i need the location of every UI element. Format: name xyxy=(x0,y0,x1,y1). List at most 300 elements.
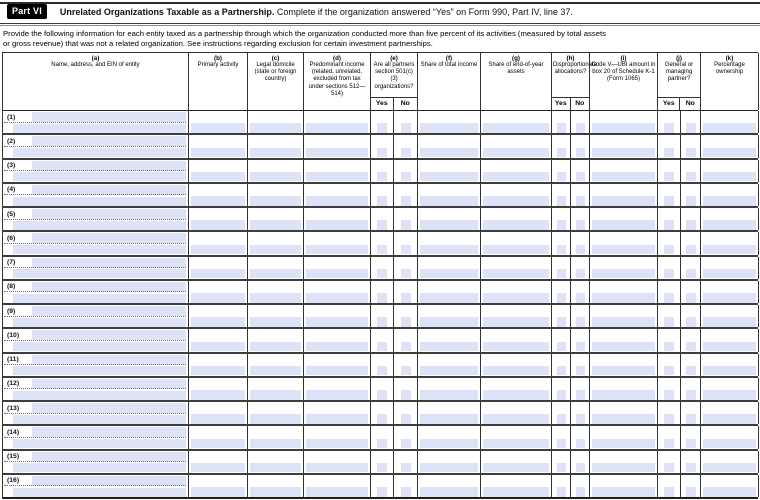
row-3-col-g-input-field[interactable] xyxy=(483,172,549,182)
row-2-col-h-yes-checkbox[interactable] xyxy=(557,148,566,158)
row-8-col-e-no-checkbox[interactable] xyxy=(401,293,411,303)
row-9-col-h-yes-checkbox[interactable] xyxy=(557,317,566,327)
row-13-col-j-no-checkbox[interactable] xyxy=(686,414,696,424)
cell-col-j-no xyxy=(681,354,701,376)
row-1-col-g-input-field[interactable] xyxy=(483,123,549,133)
cell-col-d xyxy=(304,208,371,230)
col-letter-e: (e) xyxy=(390,55,398,62)
row-7-col-k-input-field[interactable] xyxy=(703,269,756,279)
row-16-col-j-no-checkbox[interactable] xyxy=(686,487,696,497)
row-5-col-j-no-checkbox[interactable] xyxy=(686,220,696,230)
row-8-col-f-input-field[interactable] xyxy=(420,293,478,303)
row-3-col-j-yes-checkbox[interactable] xyxy=(664,172,674,182)
row-14-col-g-input-field[interactable] xyxy=(483,439,549,449)
row-5-col-f-input-field[interactable] xyxy=(420,220,478,230)
row-8-col-j-no-checkbox[interactable] xyxy=(686,293,696,303)
row-11-col-b-input-field[interactable] xyxy=(191,366,245,376)
cell-col-d xyxy=(304,402,371,424)
row-11-address-ein-field[interactable] xyxy=(13,366,186,375)
row-7-col-j-no-checkbox[interactable] xyxy=(686,269,696,279)
row-12-col-d-input-field[interactable] xyxy=(306,390,368,400)
cell-col-j-yes xyxy=(658,232,681,254)
row-1-col-j-no-checkbox[interactable] xyxy=(686,123,696,133)
row-2-col-g-input-field[interactable] xyxy=(483,148,549,158)
row-12-col-b-input-field[interactable] xyxy=(191,390,245,400)
dotted-leader xyxy=(4,291,186,292)
row-2-col-j-no-checkbox[interactable] xyxy=(686,148,696,158)
row-1-col-h-yes-checkbox[interactable] xyxy=(557,123,566,133)
row-14-col-j-yes-checkbox[interactable] xyxy=(664,439,674,449)
cell-col-b xyxy=(189,257,248,279)
row-9-col-h-no-checkbox[interactable] xyxy=(576,317,585,327)
row-16-address-ein-field[interactable] xyxy=(13,488,186,497)
cell-col-h-no xyxy=(571,378,590,400)
row-6-col-k-input-field[interactable] xyxy=(703,245,756,255)
row-3-col-e-yes-checkbox[interactable] xyxy=(377,172,387,182)
row-7-col-g-input-field[interactable] xyxy=(483,269,549,279)
row-8-name-field[interactable] xyxy=(32,282,186,292)
row-13-name-field[interactable] xyxy=(32,403,186,413)
row-5-col-k-input-field[interactable] xyxy=(703,220,756,230)
row-3-col-b-input-field[interactable] xyxy=(191,172,245,182)
row-7-name-field[interactable] xyxy=(32,258,186,268)
row-15-col-e-yes-checkbox[interactable] xyxy=(377,463,387,473)
row-3-col-k-input-field[interactable] xyxy=(703,172,756,182)
row-3-col-i-input-field[interactable] xyxy=(592,172,655,182)
row-3-col-j-no-checkbox[interactable] xyxy=(686,172,696,182)
cell-col-j-yes xyxy=(658,208,681,230)
row-1-col-c-input-field[interactable] xyxy=(250,123,301,133)
row-15-col-f-input-field[interactable] xyxy=(420,463,478,473)
row-10-address-ein-field[interactable] xyxy=(13,342,186,351)
row-13-col-f-input-field[interactable] xyxy=(420,414,478,424)
row-16-col-c-input-field[interactable] xyxy=(250,487,301,497)
row-14-col-k-input-field[interactable] xyxy=(703,439,756,449)
row-14-col-h-no-checkbox[interactable] xyxy=(576,439,585,449)
row-6-col-f-input-field[interactable] xyxy=(420,245,478,255)
row-6-name-field[interactable] xyxy=(32,233,186,243)
row-13-col-c-input-field[interactable] xyxy=(250,414,301,424)
row-5-name-field[interactable] xyxy=(32,209,186,219)
row-6-col-g-input-field[interactable] xyxy=(483,245,549,255)
row-5-col-e-yes-checkbox[interactable] xyxy=(377,220,387,230)
row-11-col-j-no-checkbox[interactable] xyxy=(686,366,696,376)
row-15-col-j-yes-checkbox[interactable] xyxy=(664,463,674,473)
row-16-col-f-input-field[interactable] xyxy=(420,487,478,497)
row-4-col-h-no-checkbox[interactable] xyxy=(576,196,585,206)
row-8-col-j-yes-checkbox[interactable] xyxy=(664,293,674,303)
row-11-col-g-input-field[interactable] xyxy=(483,366,549,376)
row-1-col-b-input-field[interactable] xyxy=(191,123,245,133)
row-8-address-ein-field[interactable] xyxy=(13,294,186,303)
row-2-col-d-input-field[interactable] xyxy=(306,148,368,158)
col-header-e xyxy=(371,53,418,110)
row-14-name-field[interactable] xyxy=(32,427,186,437)
row-4-address-ein-field[interactable] xyxy=(13,197,186,206)
cell-col-d xyxy=(304,135,371,157)
row-13-col-g-input-field[interactable] xyxy=(483,414,549,424)
row-12-col-h-yes-checkbox[interactable] xyxy=(557,390,566,400)
cell-col-j-yes xyxy=(658,281,681,303)
row-5-col-e-no-checkbox[interactable] xyxy=(401,220,411,230)
cell-col-j-no xyxy=(681,257,701,279)
row-10-col-k-input-field[interactable] xyxy=(703,342,756,352)
row-9-col-b-input-field[interactable] xyxy=(191,317,245,327)
row-13-col-b-input-field[interactable] xyxy=(191,414,245,424)
dotted-leader xyxy=(4,364,186,365)
row-14-col-h-yes-checkbox[interactable] xyxy=(557,439,566,449)
row-2-col-e-no-checkbox[interactable] xyxy=(401,148,411,158)
row-4-col-j-yes-checkbox[interactable] xyxy=(664,196,674,206)
row-10-col-h-yes-checkbox[interactable] xyxy=(557,342,566,352)
row-9-col-c-input-field[interactable] xyxy=(250,317,301,327)
cell-col-a xyxy=(3,378,189,400)
cell-col-e-yes xyxy=(371,378,394,400)
dotted-leader xyxy=(4,485,186,486)
row-12-col-j-yes-checkbox[interactable] xyxy=(664,390,674,400)
row-11-col-h-yes-checkbox[interactable] xyxy=(557,366,566,376)
row-2-col-k-input-field[interactable] xyxy=(703,148,756,158)
cell-col-i xyxy=(590,208,658,230)
row-3-col-h-yes-checkbox[interactable] xyxy=(557,172,566,182)
row-4-name-field[interactable] xyxy=(32,185,186,195)
row-16-col-h-no-checkbox[interactable] xyxy=(576,487,585,497)
row-1-col-i-input-field[interactable] xyxy=(592,123,655,133)
row-12-col-e-yes-checkbox[interactable] xyxy=(377,390,387,400)
cell-col-a xyxy=(3,281,189,303)
row-6-col-e-yes-checkbox[interactable] xyxy=(377,245,387,255)
row-15-col-e-no-checkbox[interactable] xyxy=(401,463,411,473)
row-16-col-k-input-field[interactable] xyxy=(703,487,756,497)
row-11-col-i-input-field[interactable] xyxy=(592,366,655,376)
row-4-col-d-input-field[interactable] xyxy=(306,196,368,206)
row-8-col-k-input-field[interactable] xyxy=(703,293,756,303)
row-1-col-e-yes-checkbox[interactable] xyxy=(377,123,387,133)
cell-col-i xyxy=(590,111,658,133)
row-6-col-j-yes-checkbox[interactable] xyxy=(664,245,674,255)
row-5-col-h-no-checkbox[interactable] xyxy=(576,220,585,230)
row-12-col-e-no-checkbox[interactable] xyxy=(401,390,411,400)
row-2-col-e-yes-checkbox[interactable] xyxy=(377,148,387,158)
row-5-col-g-input-field[interactable] xyxy=(483,220,549,230)
row-7-address-ein-field[interactable] xyxy=(13,269,186,278)
row-8-col-d-input-field[interactable] xyxy=(306,293,368,303)
row-5-col-i-input-field[interactable] xyxy=(592,220,655,230)
cell-col-a xyxy=(3,232,189,254)
row-2-col-f-input-field[interactable] xyxy=(420,148,478,158)
row-12-col-g-input-field[interactable] xyxy=(483,390,549,400)
cell-col-h-yes xyxy=(552,329,571,351)
row-2-col-i-input-field[interactable] xyxy=(592,148,655,158)
row-4-col-k-input-field[interactable] xyxy=(703,196,756,206)
cell-col-g xyxy=(481,232,552,254)
cell-col-a xyxy=(3,208,189,230)
cell-col-k xyxy=(701,426,759,448)
row-2-col-c-input-field[interactable] xyxy=(250,148,301,158)
row-7-col-f-input-field[interactable] xyxy=(420,269,478,279)
cell-col-f xyxy=(418,402,481,424)
row-12-col-j-no-checkbox[interactable] xyxy=(686,390,696,400)
row-11-col-k-input-field[interactable] xyxy=(703,366,756,376)
row-5-col-b-input-field[interactable] xyxy=(191,220,245,230)
row-16-col-h-yes-checkbox[interactable] xyxy=(557,487,566,497)
cell-col-g xyxy=(481,135,552,157)
row-6-col-e-no-checkbox[interactable] xyxy=(401,245,411,255)
row-1-address-ein-field[interactable] xyxy=(13,124,186,133)
row-11-col-h-no-checkbox[interactable] xyxy=(576,366,585,376)
row-3-col-h-no-checkbox[interactable] xyxy=(576,172,585,182)
cell-col-h-yes xyxy=(552,451,571,473)
cell-col-c xyxy=(248,111,304,133)
dotted-leader xyxy=(4,146,186,147)
row-11-col-f-input-field[interactable] xyxy=(420,366,478,376)
row-7-col-j-yes-checkbox[interactable] xyxy=(664,269,674,279)
row-14-col-e-no-checkbox[interactable] xyxy=(401,439,411,449)
col-j-yes-no-subheader xyxy=(658,97,700,110)
row-2-col-b-input-field[interactable] xyxy=(191,148,245,158)
col-letter-k: (k) xyxy=(725,55,734,62)
row-6-address-ein-field[interactable] xyxy=(13,245,186,254)
row-10-col-e-yes-checkbox[interactable] xyxy=(377,342,387,352)
row-12-col-i-input-field[interactable] xyxy=(592,390,655,400)
row-8-col-i-input-field[interactable] xyxy=(592,293,655,303)
row-10-col-f-input-field[interactable] xyxy=(420,342,478,352)
row-8-col-g-input-field[interactable] xyxy=(483,293,549,303)
row-9-col-e-no-checkbox[interactable] xyxy=(401,317,411,327)
row-13-col-e-no-checkbox[interactable] xyxy=(401,414,411,424)
table-row xyxy=(3,329,758,353)
row-10-name-field[interactable] xyxy=(32,330,186,340)
cell-col-e-no xyxy=(394,354,418,376)
row-1-col-e-no-checkbox[interactable] xyxy=(401,123,411,133)
row-8-col-e-yes-checkbox[interactable] xyxy=(377,293,387,303)
row-10-col-c-input-field[interactable] xyxy=(250,342,301,352)
row-6-col-h-no-checkbox[interactable] xyxy=(576,245,585,255)
cell-col-f xyxy=(418,111,481,133)
row-16-col-e-yes-checkbox[interactable] xyxy=(377,487,387,497)
row-9-col-f-input-field[interactable] xyxy=(420,317,478,327)
row-10-col-j-no-checkbox[interactable] xyxy=(686,342,696,352)
row-6-col-j-no-checkbox[interactable] xyxy=(686,245,696,255)
row-14-address-ein-field[interactable] xyxy=(13,439,186,448)
cell-col-f xyxy=(418,257,481,279)
row-13-col-k-input-field[interactable] xyxy=(703,414,756,424)
dotted-leader xyxy=(4,267,186,268)
cell-col-k xyxy=(701,184,759,206)
row-16-col-g-input-field[interactable] xyxy=(483,487,549,497)
row-7-col-b-input-field[interactable] xyxy=(191,269,245,279)
row-14-col-b-input-field[interactable] xyxy=(191,439,245,449)
row-11-col-d-input-field[interactable] xyxy=(306,366,368,376)
row-16-name-field[interactable] xyxy=(32,476,186,486)
row-5-col-c-input-field[interactable] xyxy=(250,220,301,230)
row-8-col-b-input-field[interactable] xyxy=(191,293,245,303)
row-6-col-h-yes-checkbox[interactable] xyxy=(557,245,566,255)
row-6-col-d-input-field[interactable] xyxy=(306,245,368,255)
row-2-col-h-no-checkbox[interactable] xyxy=(576,148,585,158)
row-11-col-j-yes-checkbox[interactable] xyxy=(664,366,674,376)
col-label-f: Share of total income xyxy=(420,62,478,69)
row-4-col-b-input-field[interactable] xyxy=(191,196,245,206)
row-number-label: (13) xyxy=(7,404,20,412)
row-9-address-ein-field[interactable] xyxy=(13,318,186,327)
row-16-col-b-input-field[interactable] xyxy=(191,487,245,497)
row-15-col-b-input-field[interactable] xyxy=(191,463,245,473)
cell-col-j-no xyxy=(681,305,701,327)
row-9-col-i-input-field[interactable] xyxy=(592,317,655,327)
row-4-col-f-input-field[interactable] xyxy=(420,196,478,206)
row-2-address-ein-field[interactable] xyxy=(13,148,186,157)
row-10-col-d-input-field[interactable] xyxy=(306,342,368,352)
row-4-col-g-input-field[interactable] xyxy=(483,196,549,206)
row-13-col-e-yes-checkbox[interactable] xyxy=(377,414,387,424)
row-7-col-d-input-field[interactable] xyxy=(306,269,368,279)
row-7-col-e-no-checkbox[interactable] xyxy=(401,269,411,279)
row-1-col-f-input-field[interactable] xyxy=(420,123,478,133)
row-13-col-h-yes-checkbox[interactable] xyxy=(557,414,566,424)
row-10-col-b-input-field[interactable] xyxy=(191,342,245,352)
row-8-col-h-yes-checkbox[interactable] xyxy=(557,293,566,303)
row-15-address-ein-field[interactable] xyxy=(13,463,186,472)
row-7-col-i-input-field[interactable] xyxy=(592,269,655,279)
row-11-col-e-no-checkbox[interactable] xyxy=(401,366,411,376)
row-1-col-d-input-field[interactable] xyxy=(306,123,368,133)
row-14-col-i-input-field[interactable] xyxy=(592,439,655,449)
row-10-col-h-no-checkbox[interactable] xyxy=(576,342,585,352)
row-4-col-h-yes-checkbox[interactable] xyxy=(557,196,566,206)
row-11-col-e-yes-checkbox[interactable] xyxy=(377,366,387,376)
row-3-col-d-input-field[interactable] xyxy=(306,172,368,182)
row-11-col-c-input-field[interactable] xyxy=(250,366,301,376)
row-13-col-d-input-field[interactable] xyxy=(306,414,368,424)
cell-col-j-yes xyxy=(658,160,681,182)
row-10-col-i-input-field[interactable] xyxy=(592,342,655,352)
row-7-col-e-yes-checkbox[interactable] xyxy=(377,269,387,279)
row-14-col-j-no-checkbox[interactable] xyxy=(686,439,696,449)
row-2-col-j-yes-checkbox[interactable] xyxy=(664,148,674,158)
row-9-col-j-yes-checkbox[interactable] xyxy=(664,317,674,327)
row-11-name-field[interactable] xyxy=(32,355,186,365)
row-10-col-j-yes-checkbox[interactable] xyxy=(664,342,674,352)
row-15-col-h-yes-checkbox[interactable] xyxy=(557,463,566,473)
row-5-col-j-yes-checkbox[interactable] xyxy=(664,220,674,230)
row-1-col-k-input-field[interactable] xyxy=(703,123,756,133)
row-15-col-h-no-checkbox[interactable] xyxy=(576,463,585,473)
row-9-col-d-input-field[interactable] xyxy=(306,317,368,327)
row-8-col-h-no-checkbox[interactable] xyxy=(576,293,585,303)
row-10-col-e-no-checkbox[interactable] xyxy=(401,342,411,352)
row-13-col-h-no-checkbox[interactable] xyxy=(576,414,585,424)
dotted-leader xyxy=(4,194,186,195)
cell-col-c xyxy=(248,160,304,182)
row-14-col-c-input-field[interactable] xyxy=(250,439,301,449)
row-3-col-e-no-checkbox[interactable] xyxy=(401,172,411,182)
row-2-name-field[interactable] xyxy=(32,136,186,146)
row-16-col-i-input-field[interactable] xyxy=(592,487,655,497)
row-4-col-e-no-checkbox[interactable] xyxy=(401,196,411,206)
row-13-col-i-input-field[interactable] xyxy=(592,414,655,424)
cell-col-d xyxy=(304,184,371,206)
cell-col-k xyxy=(701,354,759,376)
cell-col-d xyxy=(304,378,371,400)
table-row xyxy=(3,426,758,450)
cell-col-h-no xyxy=(571,135,590,157)
row-15-col-k-input-field[interactable] xyxy=(703,463,756,473)
row-10-col-g-input-field[interactable] xyxy=(483,342,549,352)
row-12-col-f-input-field[interactable] xyxy=(420,390,478,400)
row-3-col-f-input-field[interactable] xyxy=(420,172,478,182)
cell-col-h-yes xyxy=(552,184,571,206)
row-14-col-e-yes-checkbox[interactable] xyxy=(377,439,387,449)
cell-col-j-no xyxy=(681,160,701,182)
row-9-col-k-input-field[interactable] xyxy=(703,317,756,327)
row-12-col-k-input-field[interactable] xyxy=(703,390,756,400)
cell-col-e-yes xyxy=(371,305,394,327)
row-16-col-e-no-checkbox[interactable] xyxy=(401,487,411,497)
row-5-col-h-yes-checkbox[interactable] xyxy=(557,220,566,230)
row-15-col-d-input-field[interactable] xyxy=(306,463,368,473)
row-7-col-c-input-field[interactable] xyxy=(250,269,301,279)
cell-col-e-no xyxy=(394,451,418,473)
row-1-col-h-no-checkbox[interactable] xyxy=(576,123,585,133)
row-12-col-c-input-field[interactable] xyxy=(250,390,301,400)
row-3-col-c-input-field[interactable] xyxy=(250,172,301,182)
row-6-col-c-input-field[interactable] xyxy=(250,245,301,255)
row-8-col-c-input-field[interactable] xyxy=(250,293,301,303)
row-1-col-j-yes-checkbox[interactable] xyxy=(664,123,674,133)
row-6-col-i-input-field[interactable] xyxy=(592,245,655,255)
row-15-name-field[interactable] xyxy=(32,452,186,462)
row-14-col-f-input-field[interactable] xyxy=(420,439,478,449)
row-13-address-ein-field[interactable] xyxy=(13,415,186,424)
row-9-col-g-input-field[interactable] xyxy=(483,317,549,327)
cell-col-g xyxy=(481,208,552,230)
row-16-col-j-yes-checkbox[interactable] xyxy=(664,487,674,497)
row-9-name-field[interactable] xyxy=(32,306,186,316)
row-14-col-d-input-field[interactable] xyxy=(306,439,368,449)
row-4-col-j-no-checkbox[interactable] xyxy=(686,196,696,206)
row-4-col-i-input-field[interactable] xyxy=(592,196,655,206)
row-15-col-g-input-field[interactable] xyxy=(483,463,549,473)
row-4-col-e-yes-checkbox[interactable] xyxy=(377,196,387,206)
row-12-col-h-no-checkbox[interactable] xyxy=(576,390,585,400)
row-15-col-i-input-field[interactable] xyxy=(592,463,655,473)
row-5-col-d-input-field[interactable] xyxy=(306,220,368,230)
row-15-col-j-no-checkbox[interactable] xyxy=(686,463,696,473)
cell-col-i xyxy=(590,426,658,448)
row-4-col-c-input-field[interactable] xyxy=(250,196,301,206)
row-5-address-ein-field[interactable] xyxy=(13,221,186,230)
row-16-col-d-input-field[interactable] xyxy=(306,487,368,497)
row-6-col-b-input-field[interactable] xyxy=(191,245,245,255)
row-9-col-j-no-checkbox[interactable] xyxy=(686,317,696,327)
row-9-col-e-yes-checkbox[interactable] xyxy=(377,317,387,327)
cell-col-d xyxy=(304,354,371,376)
cell-col-a xyxy=(3,451,189,473)
row-3-name-field[interactable] xyxy=(32,161,186,171)
cell-col-b xyxy=(189,281,248,303)
cell-col-j-no xyxy=(681,281,701,303)
row-12-name-field[interactable] xyxy=(32,379,186,389)
row-3-address-ein-field[interactable] xyxy=(13,172,186,181)
row-7-col-h-yes-checkbox[interactable] xyxy=(557,269,566,279)
row-15-col-c-input-field[interactable] xyxy=(250,463,301,473)
row-12-address-ein-field[interactable] xyxy=(13,391,186,400)
cell-col-f xyxy=(418,135,481,157)
row-13-col-j-yes-checkbox[interactable] xyxy=(664,414,674,424)
row-7-col-h-no-checkbox[interactable] xyxy=(576,269,585,279)
row-1-name-field[interactable] xyxy=(32,112,186,122)
